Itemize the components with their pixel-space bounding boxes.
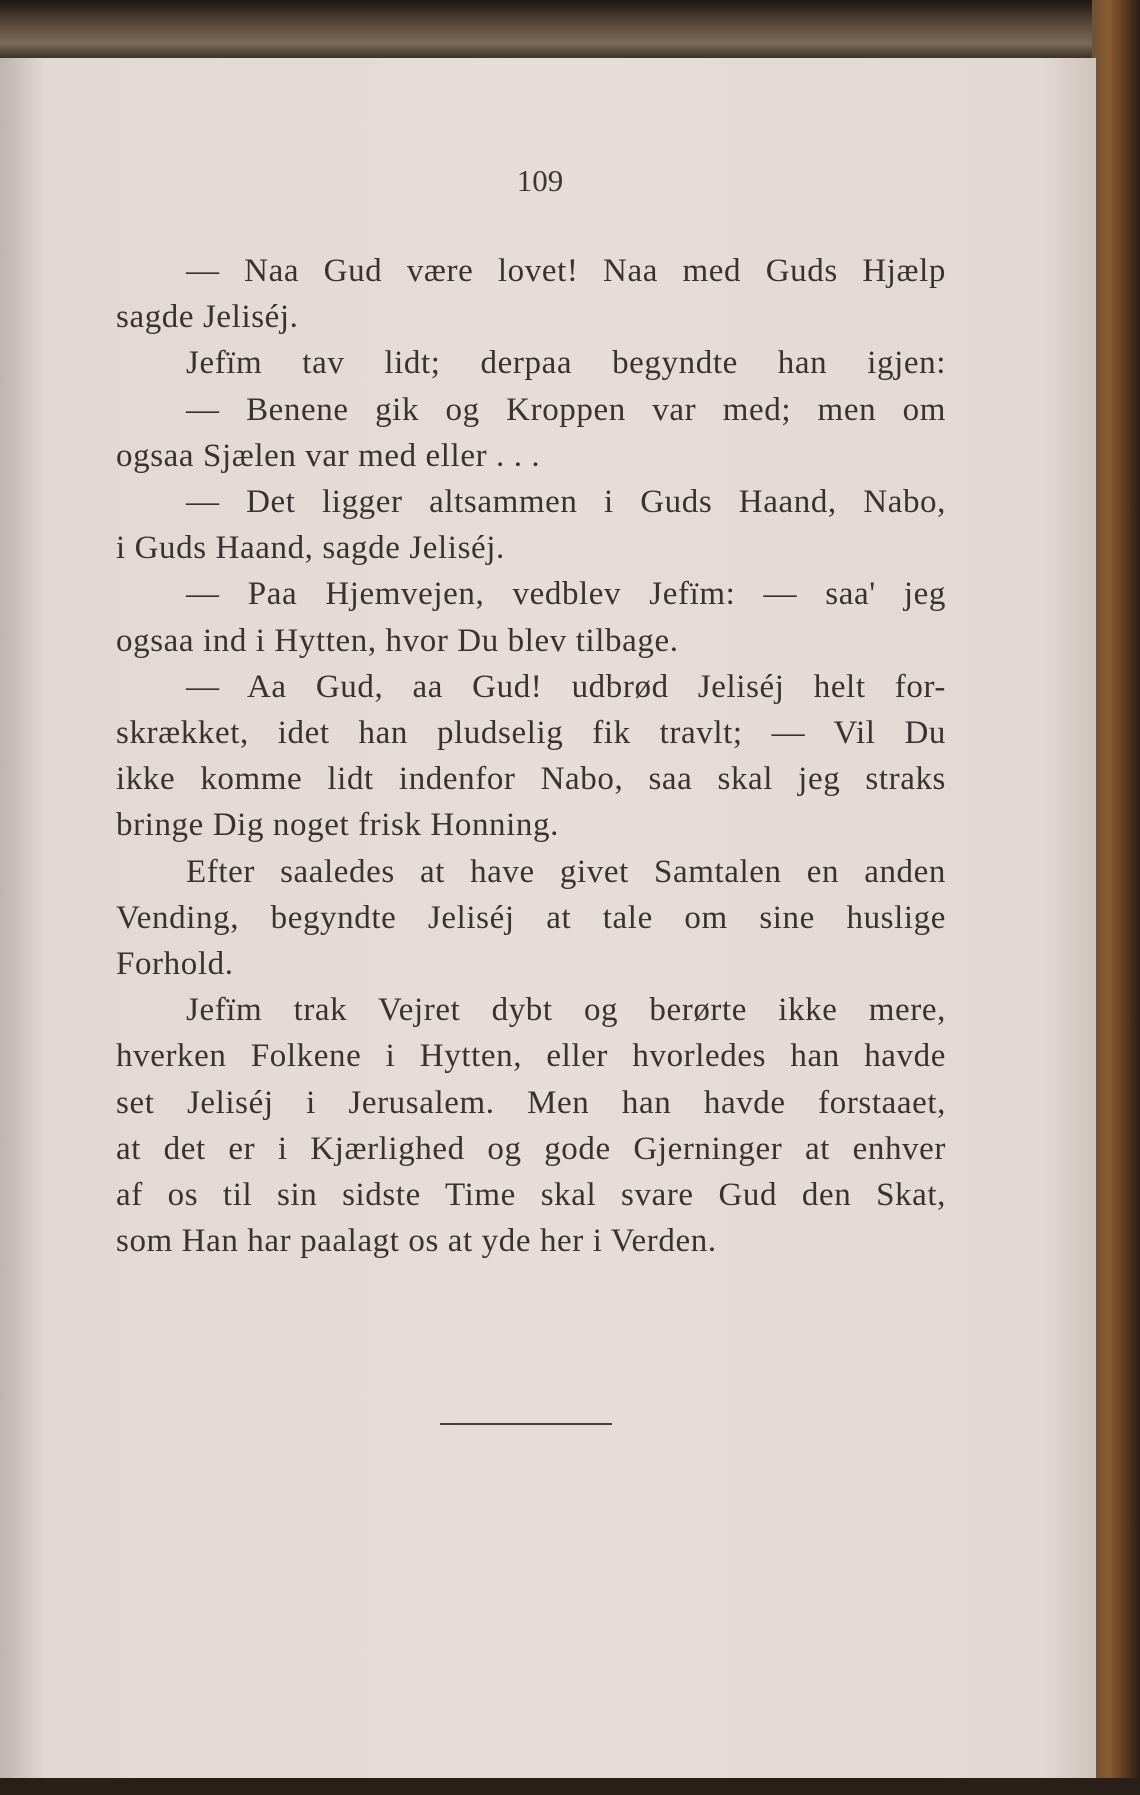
book-spine-edge	[1092, 0, 1140, 1795]
text-line: Efter saaledes at have givet Samtalen en anden	[186, 853, 946, 890]
text-line: ogsaa ind i Hytten, hvor Du blev tilbage.	[116, 622, 679, 659]
text-line: i Guds Haand, sagde Jeliséj.	[116, 530, 505, 567]
book-top-edge	[0, 0, 1140, 62]
text-line: Jefïm tav lidt; derpaa begyndte han igjen:	[186, 345, 946, 382]
page-number: 109	[516, 163, 564, 198]
text-line: hverken Folkene i Hytten, eller hvorledes han havde	[116, 1038, 946, 1075]
text-line: Vending, begyndte Jeliséj at tale om sine huslige	[116, 899, 946, 936]
text-line: af os til sin sidste Time skal svare Gud den Skat,	[116, 1177, 946, 1214]
text-line: skrækket, idet han pludselig fik travlt; — Vil Du	[116, 715, 946, 752]
end-rule	[440, 1423, 612, 1425]
body-text	[116, 248, 946, 1264]
text-line: som Han har paalagt os at yde her i Verden.	[116, 1223, 717, 1260]
text-line: ikke komme lidt indenfor Nabo, saa skal jeg straks	[116, 761, 946, 798]
text-line: — Det ligger altsammen i Guds Haand, Nabo,	[186, 484, 946, 521]
text-line: sagde Jeliséj.	[116, 299, 299, 336]
text-line: at det er i Kjærlighed og gode Gjerninger at enhver	[116, 1130, 946, 1167]
text-line: Jefïm trak Vejret dybt og berørte ikke mere,	[186, 992, 946, 1029]
text-line: — Aa Gud, aa Gud! udbrød Jeliséj helt for-	[186, 668, 946, 705]
text-line: bringe Dig noget frisk Honning.	[116, 807, 559, 844]
text-line: — Benene gik og Kroppen var med; men om	[186, 391, 946, 428]
text-line: — Paa Hjemvejen, vedblev Jefïm: — saa' jeg	[186, 576, 946, 613]
book-bottom-edge	[0, 1778, 1140, 1795]
text-line: Forhold.	[116, 946, 234, 983]
book-page	[0, 58, 1096, 1778]
text-line: set Jeliséj i Jerusalem. Men han havde forstaaet,	[116, 1084, 946, 1121]
text-line: — Naa Gud være lovet! Naa med Guds Hjælp	[186, 253, 946, 289]
text-line: ogsaa Sjælen var med eller . . .	[116, 437, 541, 474]
